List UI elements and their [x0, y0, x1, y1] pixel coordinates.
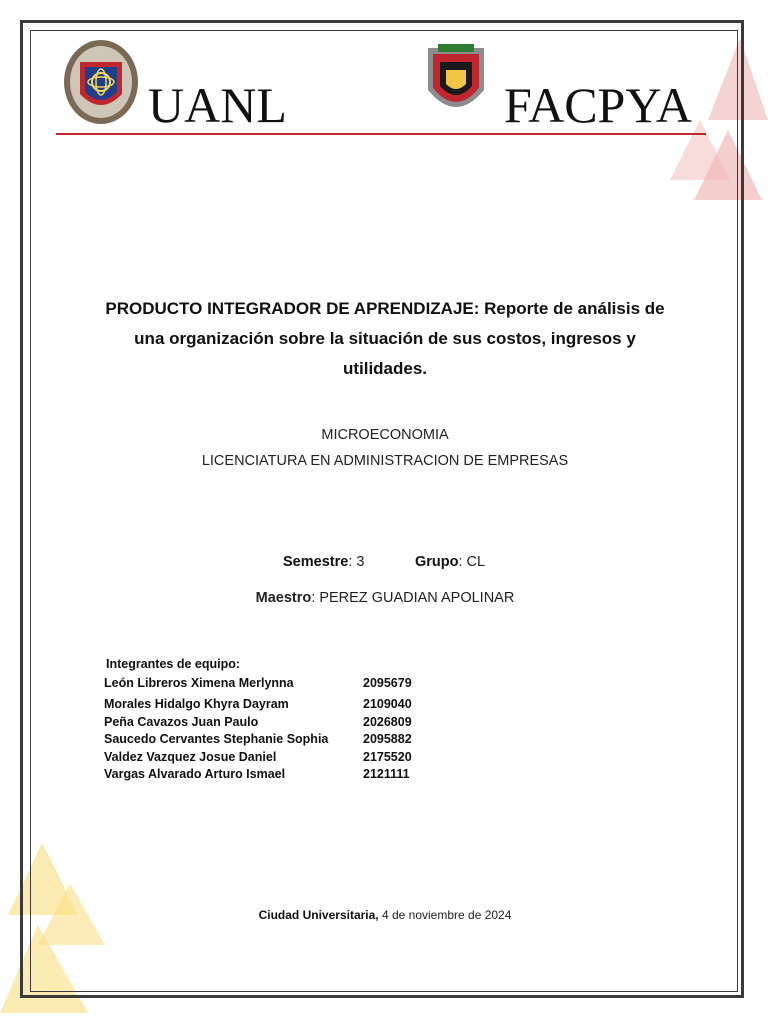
member-name: León Libreros Ximena Merlynna: [104, 676, 294, 690]
header-divider: [56, 133, 706, 135]
member-id: 2095882: [363, 732, 412, 746]
members-label: Integrantes de equipo:: [106, 657, 241, 671]
member-name: Valdez Vazquez Josue Daniel: [104, 749, 277, 764]
semestre-field: [283, 554, 364, 570]
maestro-value: : PEREZ GUADIAN APOLINAR: [311, 590, 515, 606]
facpya-shield-icon: [424, 40, 488, 126]
maestro-field: [90, 590, 680, 606]
member-name: Morales Hidalgo Khyra Dayram: [104, 696, 289, 711]
grupo-field: [415, 554, 485, 570]
member-name: Peña Cavazos Juan Paulo: [104, 714, 259, 729]
maestro-label: Maestro: [255, 590, 312, 606]
member-name: Vargas Alvarado Arturo Ismael: [104, 767, 286, 781]
uanl-seal-icon: [62, 38, 140, 126]
member-id: 2121111: [363, 767, 410, 781]
member-id: 2095679: [363, 676, 412, 690]
member-id: 2026809: [363, 714, 412, 729]
title-bold-part: PRODUCTO INTEGRADOR DE APRENDIZAJE:: [105, 299, 480, 318]
member-id: 2109040: [363, 696, 412, 711]
degree: LICENCIATURA EN ADMINISTRACION DE EMPRESAS: [201, 453, 569, 469]
member-name: Saucedo Cervantes Stephanie Sophia: [104, 732, 329, 746]
subject: MICROECONOMIA: [321, 427, 449, 443]
footer-date: 4 de noviembre de 2024: [378, 908, 512, 922]
grupo-label: Grupo: [415, 554, 459, 570]
footer-place: Ciudad Universitaria,: [258, 908, 379, 922]
title-rest: Reporte de análisis de una organización sobre la situación de sus costos, ingresos y utilidades.: [134, 299, 665, 378]
semestre-value: : 3: [348, 554, 365, 570]
grupo-value: : CL: [458, 554, 486, 570]
member-id: 2175520: [363, 749, 412, 764]
document-title: [90, 294, 680, 384]
page-inner-border: [30, 30, 738, 992]
footer-place-date: [90, 908, 680, 922]
semestre-label: Semestre: [283, 554, 349, 570]
facpya-logo-text: FACPYA: [504, 77, 693, 133]
uanl-logo-text: UANL: [148, 77, 287, 133]
